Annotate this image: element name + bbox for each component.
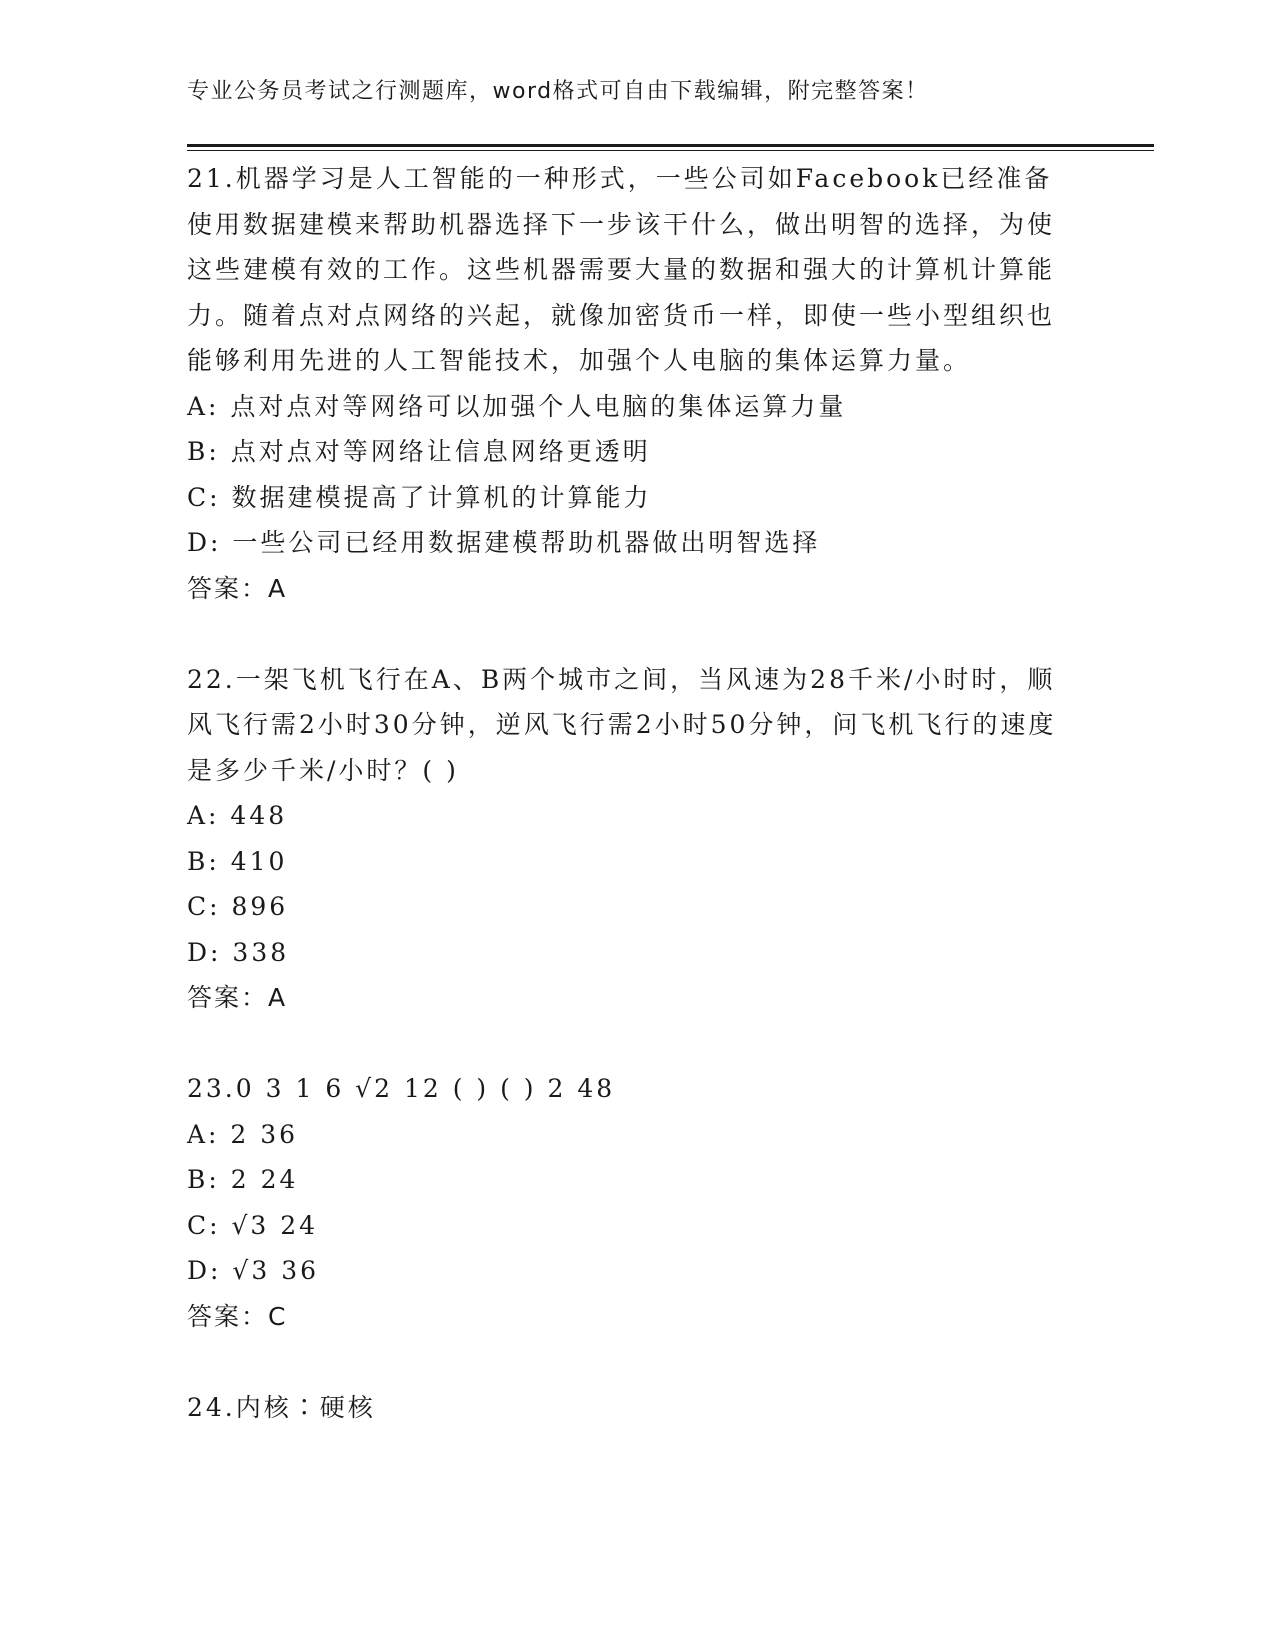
question-24 [187,1385,1067,1431]
option-d: D: 一些公司已经用数据建模帮助机器做出明智选择 [187,528,821,557]
option-c: C: 数据建模提高了计算机的计算能力 [187,482,652,512]
option-b: B: 点对点对等网络让信息网络更透明 [187,437,651,466]
header-rule-thick [187,144,1154,147]
spacer [187,1339,1067,1385]
page-header: 专业公务员考试之行测题库，word格式可自由下载编辑，附完整答案！ [187,79,929,104]
question-text: 21.机器学习是人工智能的一种形式，一些公司如Facebook已经准备使用数据建模来帮助机器选择下一步该干什么，做出明智的选择，为使这些建模有效的工作。这些机器需要大量的数据和强大的计算机计算能力。随着点对点网络的兴起，就像加密货币一样，即使一些小型组织也能够利用先进的人工智能技术，加强个人电脑的集体运算力量。 [187,164,1056,375]
answer-line: 答案：C [187,1301,288,1331]
question-21 [187,156,1067,611]
option-d: D: √3 36 [187,1256,320,1285]
option-a: A: 448 [187,801,288,830]
spacer [187,1021,1067,1067]
question-23 [187,1066,1067,1339]
option-b: B: 2 24 [187,1165,299,1194]
option-d: D: 338 [187,937,290,967]
question-text: 23.0 3 1 6 √2 12 ( ) ( ) 2 48 [187,1074,616,1103]
answer-line: 答案：A [187,983,288,1012]
option-c: C: 896 [187,892,289,921]
question-list [187,156,1067,1430]
option-a: A: 2 36 [187,1119,299,1149]
question-22 [187,657,1067,1021]
option-b: B: 410 [187,846,288,876]
header-rule-thin [187,150,1154,151]
option-a: A: 点对点对等网络可以加强个人电脑的集体运算力量 [187,391,847,421]
question-text: 22.一架飞机飞行在A、B两个城市之间，当风速为28千米/小时时，顺风飞行需2小时30分钟，逆风飞行需2小时50分钟，问飞机飞行的速度是多少千米/小时？( ) [187,664,1057,785]
answer-line: 答案：A [187,573,288,603]
question-text: 24.内核∶硬核 [187,1392,376,1422]
spacer [187,611,1067,657]
option-c: C: √3 24 [187,1210,319,1240]
